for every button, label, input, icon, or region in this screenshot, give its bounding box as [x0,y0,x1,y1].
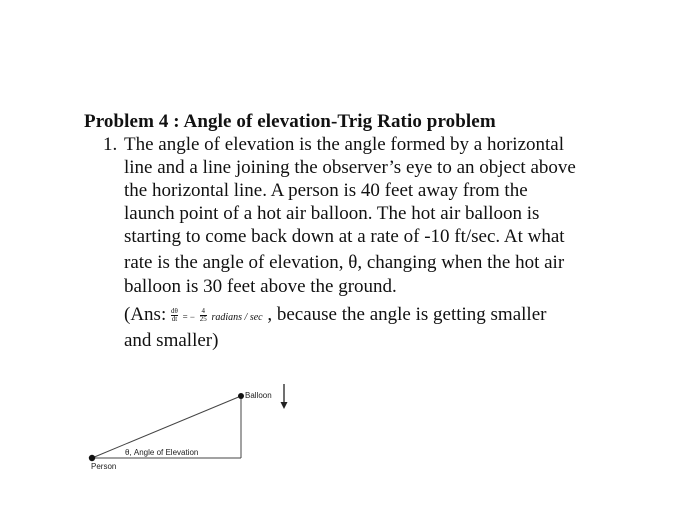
problem-line: line and a line joining the observer’s eye to an object above [124,157,576,178]
derivative-fraction: $\frac{d\theta}{dt}$ [170,307,178,324]
answer-last-line: and smaller) [124,330,219,351]
problem-line: launch point of a hot air balloon. The hot air balloon is [124,203,540,224]
problem-line: starting to come back down at a rate of -10 ft/sec. At what [124,226,565,247]
problem-line: The angle of elevation is the angle formed by a horizontal [124,134,565,155]
problem-line: balloon is 30 feet above the ground. [124,276,397,297]
person-dot [89,455,95,461]
down-arrow-icon [281,384,288,409]
balloon-dot [238,393,244,399]
answer-units: radians / sec [211,312,263,323]
angle-label: θ, Angle of Elevation [125,448,199,457]
value-fraction: $\frac{4}{25}$ [199,307,207,324]
answer-equals: = − [182,312,195,322]
balloon-label: Balloon [245,391,272,400]
item-number: 1. [103,134,118,155]
problem-line: the horizontal line. A person is 40 feet away from the [124,180,528,201]
problem-line: rate is the angle of elevation, θ, changing when the hot air [124,252,565,273]
person-label: Person [91,462,117,471]
answer-suffix: , because the angle is getting smaller [267,304,547,325]
answer-prefix: (Ans: [124,304,167,325]
problem-title: Problem 4 : Angle of elevation-Trig Ratio problem [84,111,496,132]
